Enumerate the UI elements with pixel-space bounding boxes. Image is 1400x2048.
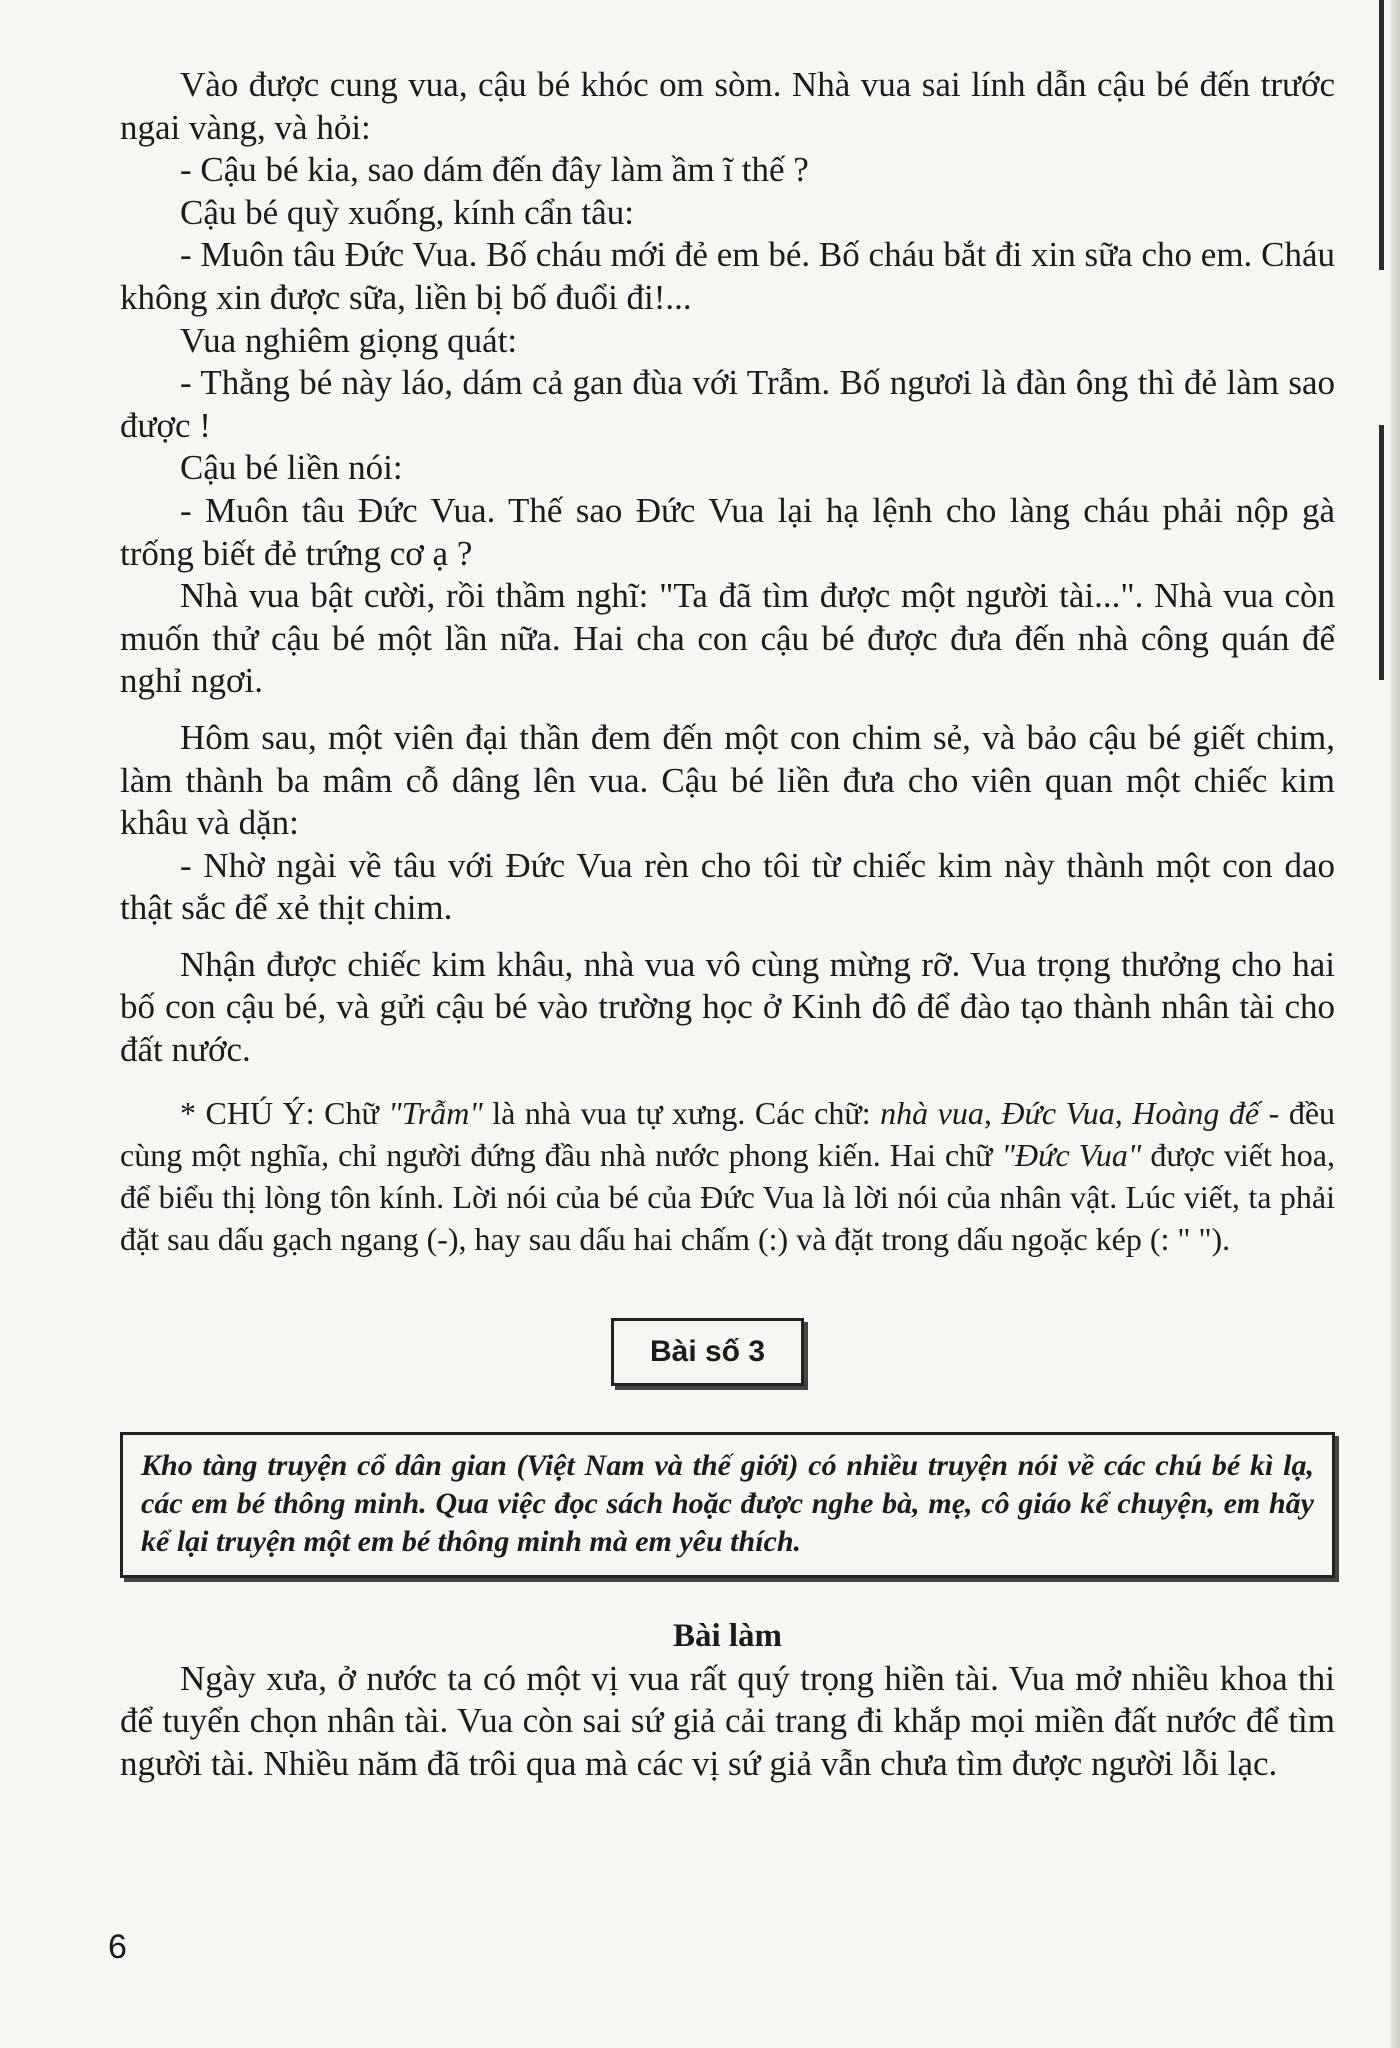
narration-line: Cậu bé quỳ xuống, kính cẩn tâu: bbox=[180, 192, 634, 232]
answer-heading: Bài làm bbox=[672, 1617, 783, 1654]
dialogue-line: - Cậu bé kia, sao dám đến đây làm ầm ĩ thế ? bbox=[180, 150, 809, 190]
note-emphasis: "Trẫm" bbox=[388, 1094, 483, 1131]
page-edge-mark bbox=[1379, 425, 1384, 680]
assignment-prompt: Kho tàng truyện cổ dân gian (Việt Nam và thế giới) có nhiều truyện nói về các chú bé kì lạ, các em bé thông minh. Qua việc đọc sách hoặc được nghe bà, mẹ, cô giáo kể chuyện, em hãy kể lại truyện một em bé thông minh mà em yêu thích. bbox=[120, 1432, 1335, 1578]
narration-line: Vua nghiêm giọng quát: bbox=[180, 320, 518, 360]
dialogue-line: - Muôn tâu Đức Vua. Thế sao Đức Vua lại hạ lệnh cho làng cháu phải nộp gà trống biết đẻ trứng cơ ạ ? bbox=[120, 490, 1335, 573]
dialogue-line: - Thằng bé này láo, dám cả gan đùa với Trẫm. Bố ngươi là đàn ông thì đẻ làm sao được ! bbox=[120, 363, 1335, 445]
narration-line: Cậu bé liền nói: bbox=[180, 448, 403, 488]
page-edge-mark bbox=[1379, 0, 1384, 270]
note-emphasis: "Đức Vua" bbox=[1001, 1136, 1142, 1173]
answer-paragraph: Ngày xưa, ở nước ta có một vị vua rất quý trọng hiền tài. Vua mở nhiều khoa thi để tuyển chọn nhân tài. Vua còn sai sứ giả cải trang đi khắp mọi miền đất nước để tìm người tài. Nhiều năm đã trôi qua mà các vị sứ giả vẫn chưa tìm được người lỗi lạc. bbox=[120, 1658, 1335, 1783]
note-paragraph bbox=[120, 1092, 1335, 1260]
page-number: 6 bbox=[108, 1928, 127, 1966]
note-text: * CHÚ Ý: Chữ bbox=[180, 1094, 389, 1131]
note-emphasis: nhà vua, Đức Vua, Hoàng đế bbox=[880, 1094, 1260, 1131]
note-text: được viết hoa, để biểu thị lòng tôn kính. Lời nói của bé của Đức Vua là lời nói của nhân vật. Lúc viết, ta phải đặt sau dấu gạch ngang (-), hay sau dấu hai chấm (:) và đặt trong dấu ngoặc kép (: " "). bbox=[120, 1136, 1336, 1257]
story-paragraph: Nhận được chiếc kim khâu, nhà vua vô cùng mừng rỡ. Vua trọng thưởng cho hai bố con cậu bé, và gửi cậu bé vào trường học ở Kinh đô để đào tạo thành nhân tài cho đất nước. bbox=[120, 944, 1335, 1070]
page-edge bbox=[1390, 0, 1400, 2048]
page-content bbox=[120, 64, 1335, 1785]
section-title: Bài số 3 bbox=[611, 1318, 804, 1386]
story-paragraph: Nhà vua bật cười, rồi thầm nghĩ: "Ta đã tìm được một người tài...". Nhà vua còn muốn thử cậu bé một lần nữa. Hai cha con cậu bé được đưa đến nhà công quán để nghỉ ngơi. bbox=[120, 576, 1335, 701]
note-text: là nhà vua tự xưng. Các chữ: bbox=[482, 1094, 881, 1131]
story-paragraph: Hôm sau, một viên đại thần đem đến một con chim sẻ, và bảo cậu bé giết chim, làm thành ba mâm cỗ dâng lên vua. Cậu bé liền đưa cho viên quan một chiếc kim khâu và dặn: bbox=[120, 717, 1335, 843]
dialogue-line: - Muôn tâu Đức Vua. Bố cháu mới đẻ em bé. Bố cháu bắt đi xin sữa cho em. Cháu không xin được sữa, liền bị bố đuổi đi!... bbox=[120, 235, 1335, 317]
dialogue-line: - Nhờ ngài về tâu với Đức Vua rèn cho tôi từ chiếc kim này thành một con dao thật sắc để xẻ thịt chim. bbox=[120, 845, 1335, 928]
section-title-wrap bbox=[120, 1318, 1335, 1386]
story-paragraph: Vào được cung vua, cậu bé khóc om sòm. Nhà vua sai lính dẫn cậu bé đến trước ngai vàng, và hỏi: bbox=[120, 65, 1335, 147]
note-text: - đều cùng một nghĩa, chỉ người đứng đầu nhà nước phong kiến. Hai chữ bbox=[120, 1094, 1336, 1173]
